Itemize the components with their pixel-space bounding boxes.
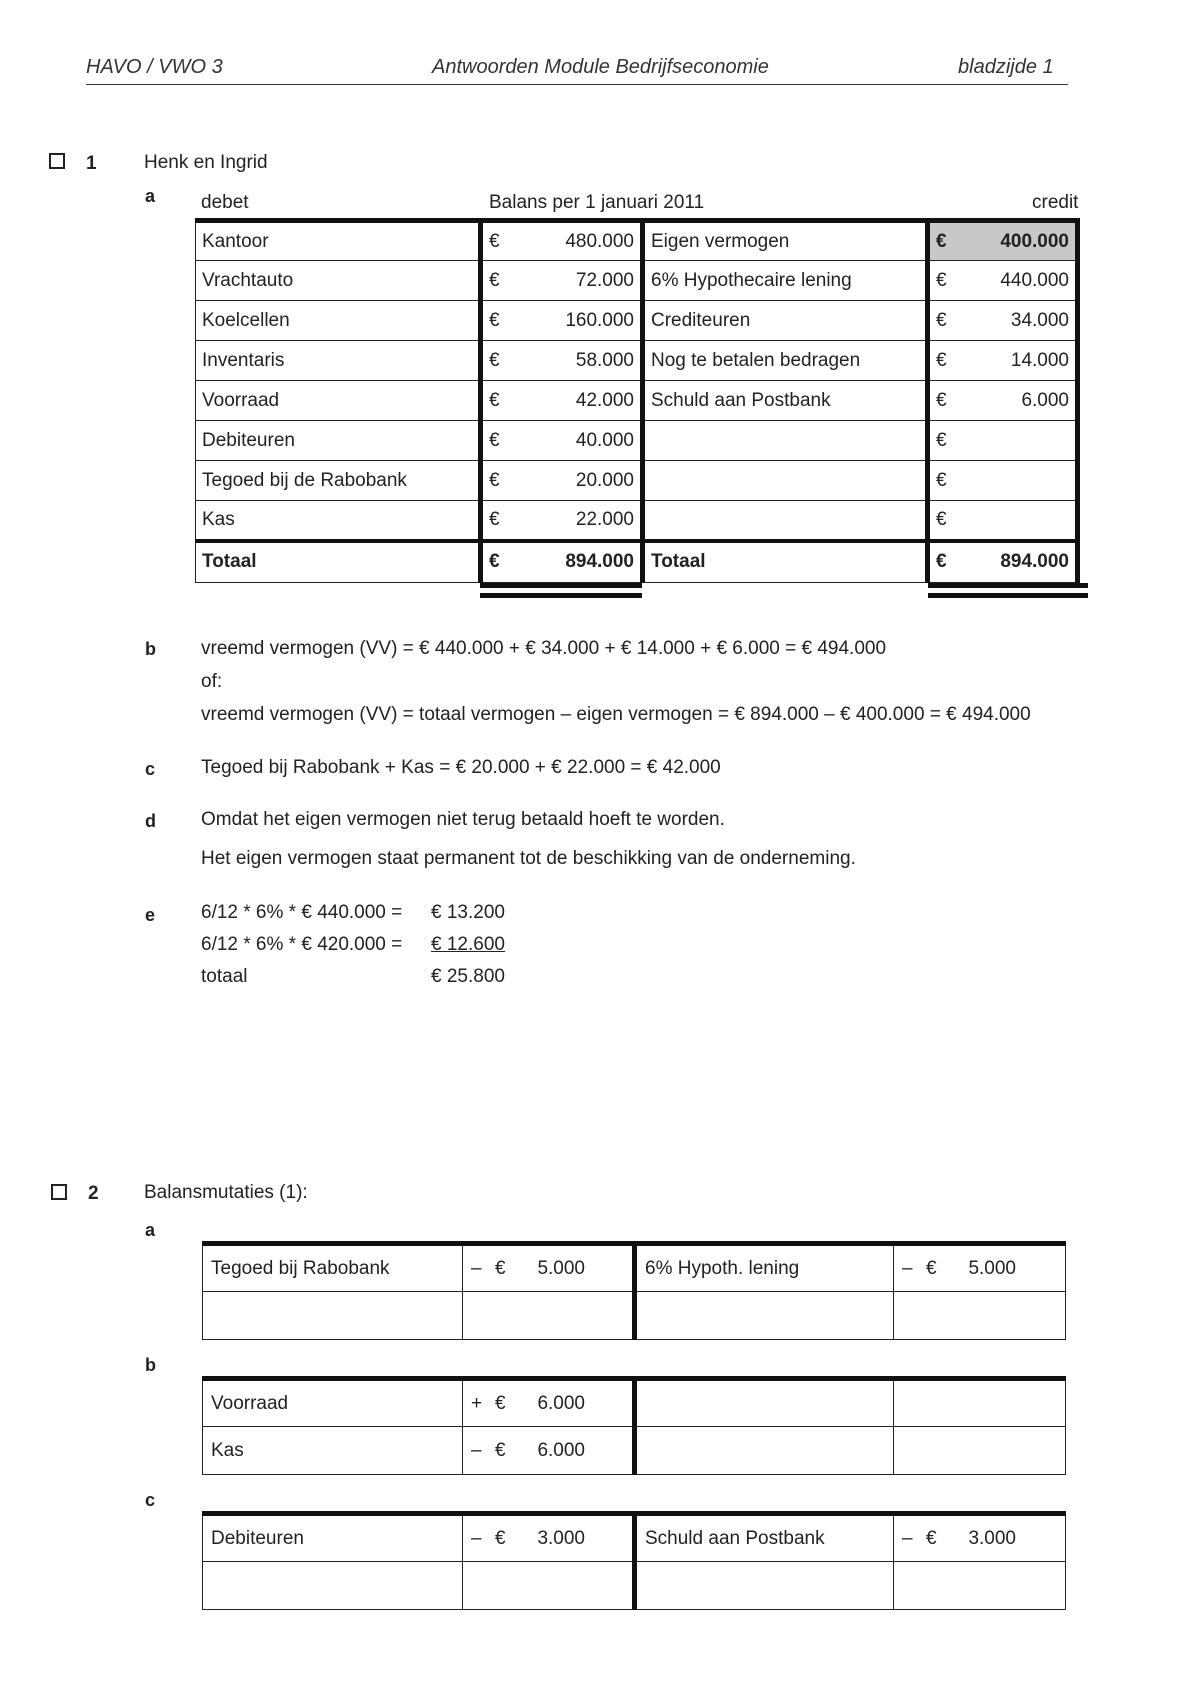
debit-currency: € (481, 261, 509, 301)
right-amount: 5.000 (968, 1257, 1016, 1279)
left-account-name: Tegoed bij Rabobank (203, 1244, 463, 1292)
q1b-line-2: of: (201, 671, 223, 692)
credit-amount: 894.000 (956, 541, 1078, 583)
left-sign: – (471, 1439, 482, 1461)
debit-account-name: Kantoor (196, 221, 481, 261)
question-2-title: Balansmutaties (1): (144, 1182, 308, 1203)
balance-sheet-table (195, 218, 1080, 583)
mutation-row (203, 1379, 1066, 1427)
q1e-calc-1: 6/12 * 6% * € 440.000 = (201, 902, 403, 923)
credit-amount: 34.000 (956, 301, 1078, 341)
right-sign: – (902, 1257, 913, 1279)
debit-currency: € (481, 541, 509, 583)
question-2-checkbox[interactable] (51, 1184, 67, 1200)
credit-amount: 440.000 (956, 261, 1078, 301)
right-account-name: Schuld aan Postbank (635, 1514, 894, 1562)
debit-account-name: Vrachtauto (196, 261, 481, 301)
left-currency: € (495, 1257, 506, 1279)
credit-currency: € (928, 301, 956, 341)
credit-currency: € (928, 381, 956, 421)
right-amount-cell (894, 1292, 1066, 1340)
q1e-label: e (145, 905, 156, 925)
credit-account-name: Crediteuren (643, 301, 928, 341)
credit-account-name: Nog te betalen bedragen (643, 341, 928, 381)
right-currency: € (926, 1257, 937, 1279)
balance-row (196, 341, 1078, 381)
debit-amount: 160.000 (509, 301, 643, 341)
q2a-label: a (145, 1220, 156, 1240)
left-sign: + (471, 1392, 483, 1414)
debit-amount: 22.000 (509, 501, 643, 541)
mutation-table-b (202, 1376, 1066, 1475)
balance-row (196, 381, 1078, 421)
q1d-line-2: Het eigen vermogen staat permanent tot de beschikking van de onderneming. (201, 848, 856, 869)
credit-currency: € (928, 421, 956, 461)
credit-amount (956, 421, 1078, 461)
credit-total-double-rule (928, 583, 1088, 598)
debit-account-name: Voorraad (196, 381, 481, 421)
mutation-table-a (202, 1241, 1066, 1340)
left-currency: € (495, 1527, 506, 1549)
debit-amount: 20.000 (509, 461, 643, 501)
mutation-table-c (202, 1511, 1066, 1610)
credit-currency: € (928, 341, 956, 381)
q1e-calc-2: 6/12 * 6% * € 420.000 = (201, 934, 403, 955)
left-amount: 6.000 (537, 1392, 585, 1414)
credit-amount: 400.000 (956, 221, 1078, 261)
right-account-name (635, 1427, 894, 1475)
right-amount: 3.000 (968, 1527, 1016, 1549)
debit-account-name: Debiteuren (196, 421, 481, 461)
debit-currency: € (481, 421, 509, 461)
q1c-line-1: Tegoed bij Rabobank + Kas = € 20.000 + € 22.000 = € 42.000 (201, 757, 721, 778)
q1e-result-3: € 25.800 (431, 966, 505, 987)
header-title: Antwoorden Module Bedrijfseconomie (432, 56, 769, 78)
debit-amount: 72.000 (509, 261, 643, 301)
credit-currency: € (928, 461, 956, 501)
debit-amount: 42.000 (509, 381, 643, 421)
balance-row (196, 301, 1078, 341)
balance-title: Balans per 1 januari 2011 (489, 192, 705, 213)
left-currency: € (495, 1392, 506, 1414)
debit-account-name: Totaal (196, 541, 481, 583)
credit-account-name (643, 461, 928, 501)
debit-currency: € (481, 381, 509, 421)
left-amount-cell (463, 1427, 635, 1475)
header-page: bladzijde 1 (958, 56, 1054, 78)
left-account-name: Kas (203, 1427, 463, 1475)
credit-amount (956, 461, 1078, 501)
left-sign: – (471, 1527, 482, 1549)
q2c-label: c (145, 1490, 156, 1510)
left-amount: 5.000 (537, 1257, 585, 1279)
credit-currency: € (928, 261, 956, 301)
question-1-title: Henk en Ingrid (144, 152, 268, 173)
debit-account-name: Tegoed bij de Rabobank (196, 461, 481, 501)
credit-account-name: 6% Hypothecaire lening (643, 261, 928, 301)
left-amount: 3.000 (537, 1527, 585, 1549)
balance-row (196, 221, 1078, 261)
q1b-label: b (145, 639, 156, 659)
mutation-row (203, 1292, 1066, 1340)
debit-currency: € (481, 301, 509, 341)
credit-amount: 14.000 (956, 341, 1078, 381)
debit-currency: € (481, 461, 509, 501)
mutation-row (203, 1427, 1066, 1475)
credit-account-name: Totaal (643, 541, 928, 583)
balance-row (196, 501, 1078, 541)
debit-total-double-rule (480, 583, 642, 598)
credit-amount: 6.000 (956, 381, 1078, 421)
credit-currency: € (928, 541, 956, 583)
right-amount-cell (894, 1244, 1066, 1292)
debit-currency: € (481, 221, 509, 261)
q1b-line-3: vreemd vermogen (VV) = totaal vermogen – eigen vermogen = € 894.000 – € 400.000 = € 494.000 (201, 704, 1031, 725)
balance-row (196, 461, 1078, 501)
left-sign: – (471, 1257, 482, 1279)
debit-account-name: Koelcellen (196, 301, 481, 341)
q1d-label: d (145, 811, 156, 831)
left-account-name: Debiteuren (203, 1514, 463, 1562)
left-amount-cell (463, 1514, 635, 1562)
credit-account-name: Eigen vermogen (643, 221, 928, 261)
q1b-line-1: vreemd vermogen (VV) = € 440.000 + € 34.000 + € 14.000 + € 6.000 = € 494.000 (201, 638, 887, 659)
debit-account-name: Inventaris (196, 341, 481, 381)
left-currency: € (495, 1439, 506, 1461)
question-1-checkbox[interactable] (49, 153, 65, 169)
left-account-name: Voorraad (203, 1379, 463, 1427)
question-1-number: 1 (86, 153, 97, 174)
right-amount-cell (894, 1427, 1066, 1475)
left-amount: 6.000 (537, 1439, 585, 1461)
credit-account-name (643, 501, 928, 541)
debit-amount: 40.000 (509, 421, 643, 461)
header-left: HAVO / VWO 3 (86, 56, 223, 78)
left-amount-cell (463, 1292, 635, 1340)
right-currency: € (926, 1527, 937, 1549)
debit-amount: 894.000 (509, 541, 643, 583)
balance-credit-label: credit (1032, 192, 1079, 213)
mutation-row (203, 1514, 1066, 1562)
credit-account-name (643, 421, 928, 461)
left-amount-cell (463, 1562, 635, 1610)
q1c-label: c (145, 759, 156, 779)
right-amount-cell (894, 1514, 1066, 1562)
left-amount-cell (463, 1379, 635, 1427)
right-account-name (635, 1292, 894, 1340)
right-account-name: 6% Hypoth. lening (635, 1244, 894, 1292)
right-sign: – (902, 1527, 913, 1549)
q2b-label: b (145, 1355, 156, 1375)
header-rule (86, 84, 1068, 85)
q1a-label: a (145, 186, 156, 206)
debit-currency: € (481, 341, 509, 381)
balance-row (196, 261, 1078, 301)
q1d-line-1: Omdat het eigen vermogen niet terug betaald hoeft te worden. (201, 809, 725, 830)
balance-row (196, 421, 1078, 461)
question-2-number: 2 (88, 1183, 99, 1204)
credit-currency: € (928, 221, 956, 261)
q1e-calc-3: totaal (201, 966, 248, 987)
left-account-name (203, 1292, 463, 1340)
debit-account-name: Kas (196, 501, 481, 541)
debit-currency: € (481, 501, 509, 541)
balance-total-row (196, 541, 1078, 583)
balance-debet-label: debet (201, 192, 249, 213)
debit-amount: 480.000 (509, 221, 643, 261)
right-amount-cell (894, 1562, 1066, 1610)
right-account-name (635, 1562, 894, 1610)
mutation-row (203, 1562, 1066, 1610)
debit-amount: 58.000 (509, 341, 643, 381)
mutation-row (203, 1244, 1066, 1292)
left-account-name (203, 1562, 463, 1610)
left-amount-cell (463, 1244, 635, 1292)
right-account-name (635, 1379, 894, 1427)
credit-amount (956, 501, 1078, 541)
q1e-result-2: € 12.600 (431, 934, 505, 955)
q1e-result-1: € 13.200 (431, 902, 505, 923)
right-amount-cell (894, 1379, 1066, 1427)
credit-account-name: Schuld aan Postbank (643, 381, 928, 421)
credit-currency: € (928, 501, 956, 541)
